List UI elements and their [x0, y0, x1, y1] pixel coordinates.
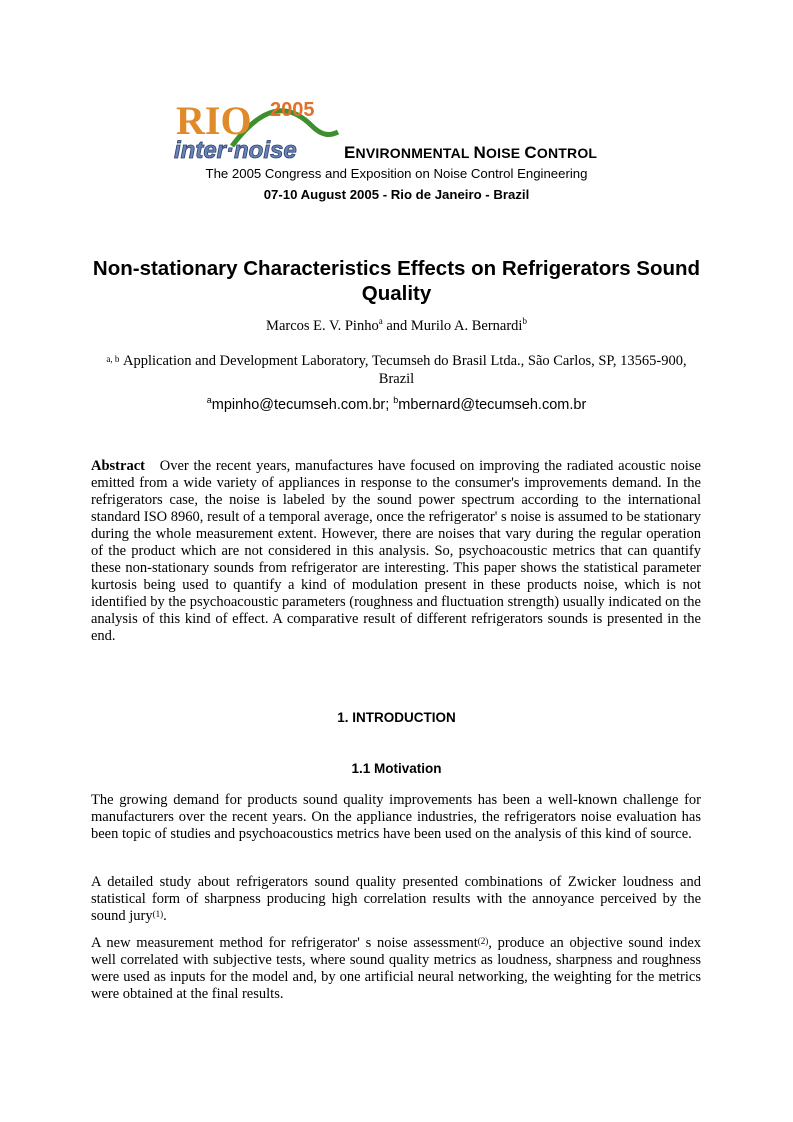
logo-internoise-text: inter·noise: [174, 137, 297, 162]
abstract: [91, 458, 701, 645]
email-2: mbernard@tecumseh.com.br: [398, 397, 587, 413]
authors-line: [0, 318, 793, 335]
conference-name-letter-2: N: [473, 143, 487, 162]
conference-name: [344, 143, 597, 163]
conference-name-letter-3: C: [524, 143, 537, 162]
affiliation-text: Application and Development Laboratory, Tecumseh do Brasil Ltda., São Carlos, SP, 13565-900, Brazil: [123, 353, 687, 387]
conference-name-part-1: NVIRONMENTAL: [355, 145, 474, 161]
internoise-logo: [172, 96, 340, 162]
subsection-heading-motivation: 1.1 Motivation: [351, 761, 442, 776]
abstract-text: Over the recent years, manufactures have focused on improving the radiated acoustic noise emitted from a wide variety of appliances in response to the consumer's improvements demand. In the refrigerators case, the noise is labeled by the sound power spectrum according to the international standard ISO 8960, result of a temporal average, once the refrigerator' s noise is assumed to be stationary during the whole measurement extent. However, there are noises that vary during the regular operation of the product which are not considered in this analysis. So, psychoacoustic metrics that can quantify these non-stationary sounds from refrigerator are interesting. This paper shows the statistical parameter kurtosis being used to quantify a kind of modulation present in these products noise, which is not identified by the psychoacoustic parameters (roughness and fluctuation strength) usually indicated on the analysis of this kind of effect. A comparative result of different refrigerators sounds is presented in the end.: [91, 458, 701, 644]
author-2: Murilo A. Bernardi: [410, 318, 523, 334]
email-1-sup: a: [206, 395, 212, 405]
paper-title: Non-stationary Characteristics Effects on Refrigerators Sound Quality: [92, 257, 701, 305]
paragraph-3-start: A new measurement method for refrigerator' s noise assessment: [91, 935, 478, 951]
author-and: and: [382, 318, 411, 334]
email-2-sup: b: [393, 395, 399, 405]
logo-rio-text: RIO: [176, 98, 252, 143]
author-1: Marcos E. V. Pinho: [266, 318, 379, 334]
conference-name-part-2: OISE: [486, 145, 525, 161]
internoise-logo-graphic: [172, 96, 340, 162]
affiliation: [100, 352, 693, 388]
paragraph-3: [91, 935, 701, 1003]
emails-line: [0, 397, 793, 413]
abstract-label: Abstract: [91, 458, 145, 474]
paragraph-2-text: A detailed study about refrigerators sound quality presented combinations of Zwicker loudness and statistical form of sharpness producing high correlation results with the annoyance perceived by the sound jury: [91, 874, 701, 924]
conference-name-letter-1: E: [344, 143, 356, 162]
section-heading-introduction: 1. INTRODUCTION: [337, 710, 456, 725]
paragraph-3-rest: , produce an objective sound index well correlated with subjective tests, where sound quality metrics as loudness, sharpness and roughness were used as inputs for the model and, by one artificial neural networking, the weighting for the metrics were obtained at the final results.: [91, 935, 702, 1002]
citation-1: (1): [152, 909, 164, 919]
email-1: mpinho@tecumseh.com.br;: [211, 397, 394, 413]
author-2-sup: b: [522, 316, 527, 326]
paragraph-2: [91, 874, 701, 925]
citation-2: (2): [477, 936, 489, 946]
dates-line: 07-10 August 2005 - Rio de Janeiro - Brazil: [263, 187, 530, 202]
conference-name-part-3: ONTROL: [536, 145, 598, 161]
author-1-sup: a: [378, 316, 383, 326]
logo-year-text: 2005: [270, 99, 315, 121]
affiliation-sup: a, b: [106, 354, 120, 364]
congress-line: The 2005 Congress and Exposition on Noise Control Engineering: [205, 166, 588, 181]
paragraph-1: The growing demand for products sound quality improvements has been a well-known challenge for manufacturers over the recent years. On the appliance industries, the refrigerators noise evaluation has been topic of studies and psychoacoustics metrics have been used on the analysis of this kind of source.: [91, 792, 701, 842]
paragraph-2-end: .: [163, 908, 167, 924]
